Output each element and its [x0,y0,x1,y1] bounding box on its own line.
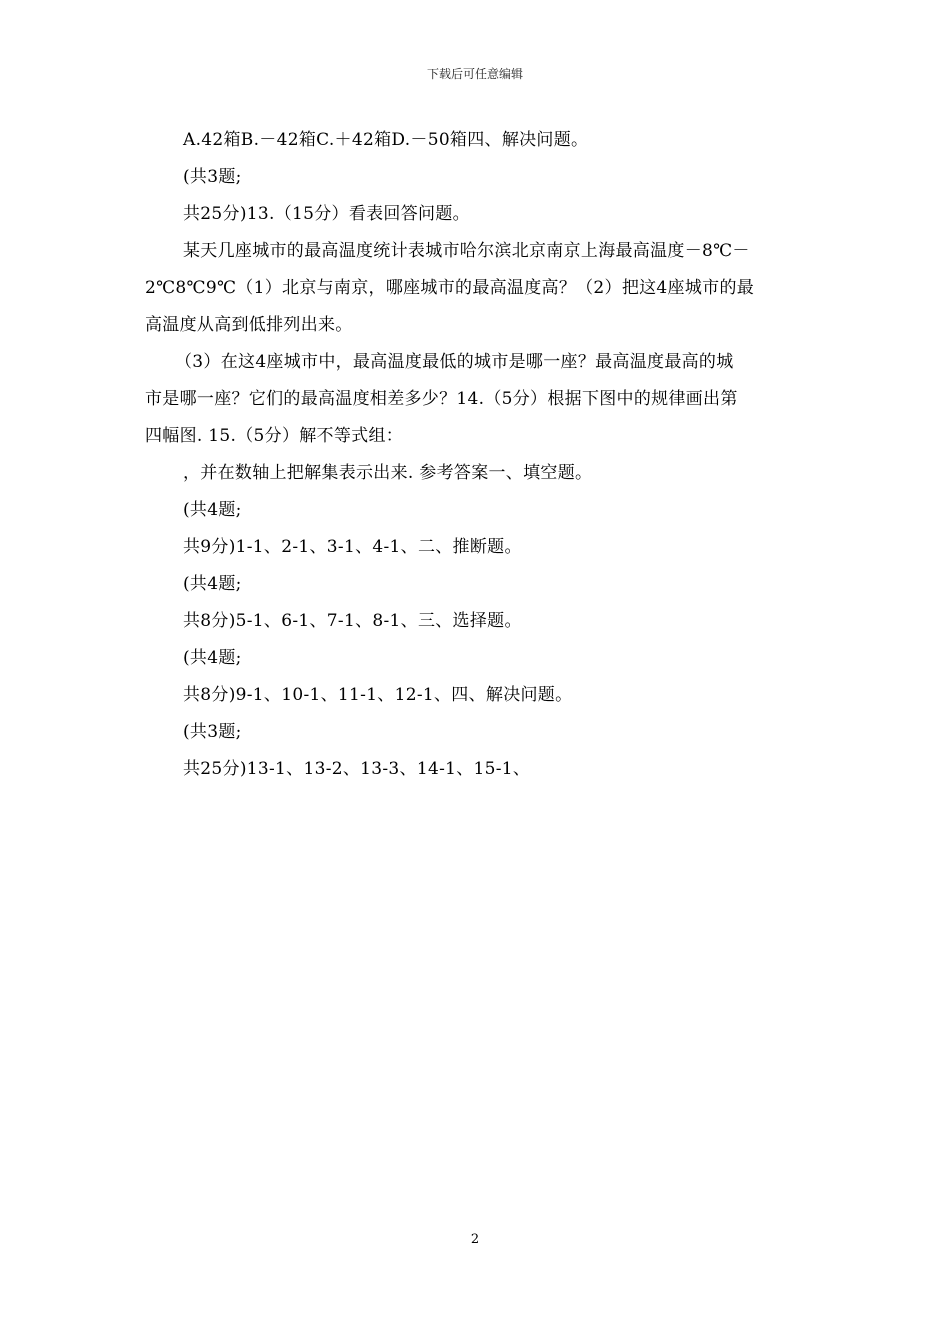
text-line: 市是哪一座？它们的最高温度相差多少？14.（5分）根据下图中的规律画出第 [145,389,738,409]
text-line: (共3题; [183,167,242,187]
text-line: (共3题; [183,722,242,742]
text-line: 共9分)1-1、2-1、3-1、4-1、二、推断题。 [183,537,522,557]
text-line: (共4题; [183,574,242,594]
text-line: 共8分)5-1、6-1、7-1、8-1、三、选择题。 [183,611,522,631]
text-line: A.42箱B.－42箱C.＋42箱D.－50箱四、解决问题。 [183,130,589,150]
text-line: (共4题; [183,648,242,668]
text-line: (共4题; [183,500,242,520]
text-line: ，并在数轴上把解集表示出来. 参考答案一、填空题。 [183,463,593,483]
text-line: 共8分)9-1、10-1、11-1、12-1、四、解决问题。 [183,685,573,705]
text-line: 四幅图. 15.（5分）解不等式组： [145,426,404,446]
page-number: 2 [470,1232,480,1247]
text-line: 2℃8℃9℃（1）北京与南京，哪座城市的最高温度高？（2）把这4座城市的最 [145,278,755,298]
text-line: 某天几座城市的最高温度统计表城市哈尔滨北京南京上海最高温度－8℃－ [183,241,750,261]
document-body [145,122,810,788]
text-line: 高温度从高到低排列出来。 [145,315,353,335]
text-line: （3）在这4座城市中，最高温度最低的城市是哪一座？最高温度最高的城 [175,352,734,372]
text-line: 共25分)13.（15分）看表回答问题。 [183,204,470,224]
page-header: 下载后可任意编辑 [426,67,523,81]
text-line: 共25分)13-1、13-2、13-3、14-1、15-1、 [183,759,531,779]
